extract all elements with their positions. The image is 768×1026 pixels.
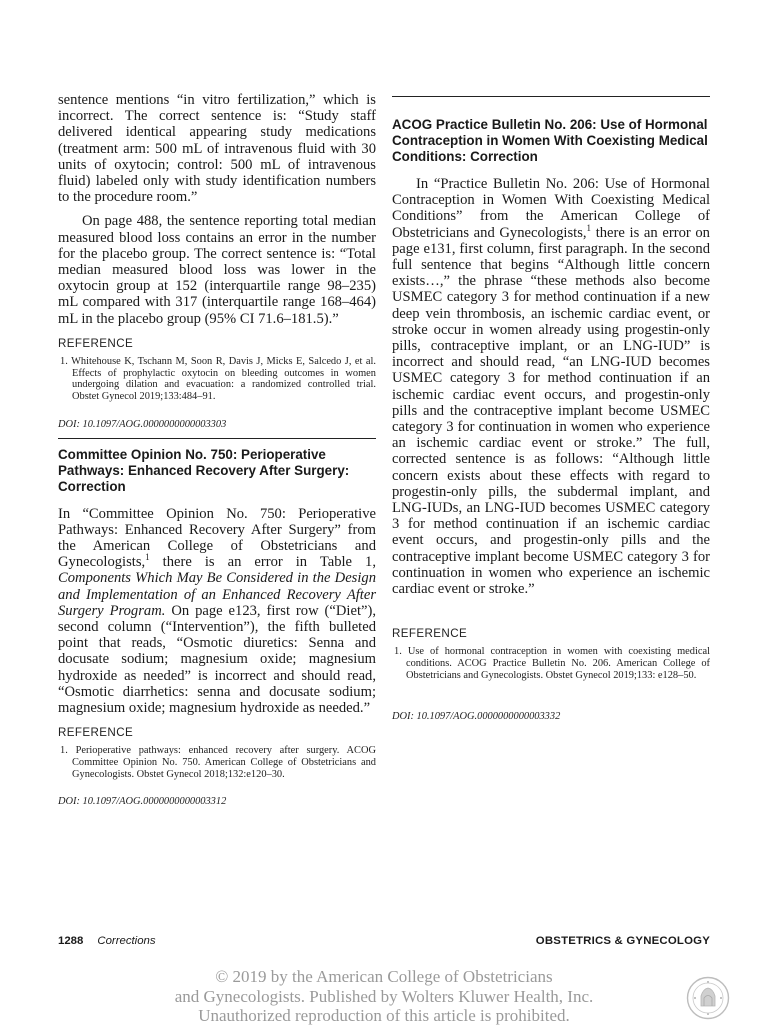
text-run: In “Practice Bulletin No. 206: Use of Hormonal Contraception in Women With Coexisting Medical Conditions” from the American College of Obstetricians and Gynecologists, xyxy=(392,176,710,241)
citation-superscript: 1 xyxy=(145,552,150,563)
text-run: there is an error in Table 1, xyxy=(149,554,376,571)
article-heading: ACOG Practice Bulletin No. 206: Use of Hormonal Contraception in Women With Coexisting Medical Conditions: Correction xyxy=(392,117,708,164)
page-number: 1288 xyxy=(58,935,84,947)
reference-text: Use of hormonal contraception in women with coexisting medical conditions. ACOG Practice Bulletin No. 206. American College of Obstetricians and Gynecologists. Obstet Gynecol 2019;133: e128–50. xyxy=(406,646,710,681)
body-paragraph: On page 488, the sentence reporting total median measured blood loss contains an error in the number for the placebo group. The correct sentence is: “Total median measured blood loss was lower in the oxytocin group at 152 (interquartile range 98–235) mL compared with 317 (interquartile range 168–464) mL in the placebo group (95% CI 71.6–181.5).” xyxy=(58,213,376,327)
text-run: there is an error on page e131, first column, first paragraph. In the second full sentence that begins “Although little concern exists…,” the phrase “these methods also become USMEC category 3 for method continuation if a new deep vein thrombosis, an ischemic cardiac event, or stroke occur in women already using progestin-only pills, contraceptive implant, or an LNG-IUD” is incorrect and should read, “an LNG-IUD becomes USMEC category 3 for method continuation if an ischemic cardiac event occurs, and progestin-only pills and the contraceptive implant become USMEC category 3 for continuation in women who experience an ischemic cardiac event or stroke.” The full, corrected sentence is as follows: “Although little concern exists about these effects with regard to progestin-only pills, the subdermal implant, and LNG-IUDs, an LNG-IUD becomes USMEC category 3 for method continuation if an ischemic cardiac event occurs, and progestin-only pills and the contraceptive implant become USMEC category 3 for continuation in women who experience an ischemic cardiac event or stroke.” xyxy=(392,224,710,598)
section-divider xyxy=(392,96,710,97)
text-run: On page e123, first row (“Diet”), second column (“Intervention”), the fifth bulleted point that reads, “Osmotic diuretics: Senna and docusate sodium; magnesium oxide; magnesium hydroxide as needed” is incorrect and should read, “Osmotic diarrhetics: senna and docusate sodium; magnesium oxide; magnesium hydroxide as needed.” xyxy=(58,602,376,717)
reference-item xyxy=(58,745,376,780)
reference-number: 1. xyxy=(394,646,402,658)
doi-link[interactable]: DOI: 10.1097/AOG.0000000000003303 xyxy=(58,418,227,430)
reference-item xyxy=(58,356,376,403)
reference-number: 1. xyxy=(60,745,68,757)
right-column xyxy=(392,96,710,722)
reference-heading: REFERENCE xyxy=(58,726,134,740)
article-heading: Committee Opinion No. 750: Perioperative Pathways: Enhanced Recovery After Surgery: Correction xyxy=(58,446,350,494)
reference-heading: REFERENCE xyxy=(58,336,134,350)
journal-name: OBSTETRICS & GYNECOLOGY xyxy=(535,935,710,947)
copyright-line: © 2019 by the American College of Obstetricians xyxy=(215,967,553,986)
body-paragraph xyxy=(58,506,376,717)
copyright-line: Unauthorized reproduction of this article is prohibited. xyxy=(198,1006,570,1025)
reference-item xyxy=(392,646,710,681)
reference-text: Whitehouse K, Tschann M, Soon R, Davis J, Micks E, Salcedo J, et al. Effects of prophylactic oxytocin on bleeding outcomes in women undergoing dilation and evacuation: a randomized controlled trial. Obstet Gynecol 2019;133:484–91. xyxy=(71,355,376,402)
table-title: Components Which May Be Considered in the Design and Implementation of an Enhanced Recovery After Surgery Program. xyxy=(58,570,376,619)
body-paragraph: sentence mentions “in vitro fertilization,” which is incorrect. The correct sentence is: “Study staff delivered identical appearing study medications (treatment arm: 500 mL of intravenous fluid with 30 units of oxytocin; control: 500 mL of intravenous fluid) labeled only with study identification numbers to the procedure room.” xyxy=(58,92,376,206)
section-divider xyxy=(58,438,376,439)
doi-link[interactable]: DOI: 10.1097/AOG.0000000000003312 xyxy=(58,796,227,808)
text-run: In “Committee Opinion No. 750: Perioperative Pathways: Enhanced Recovery After Surgery” from the American College of Obstetricians and Gynecologists, xyxy=(58,505,376,571)
acog-seal-icon xyxy=(686,976,730,1020)
reference-heading: REFERENCE xyxy=(392,627,468,641)
page-footer xyxy=(58,935,710,951)
left-column xyxy=(58,92,376,807)
body-paragraph xyxy=(392,176,710,597)
reference-number: 1. xyxy=(60,355,68,367)
reference-text: Perioperative pathways: enhanced recovery after surgery. ACOG Committee Opinion No. 750. American College of Obstetricians and Gynecologists. Obstet Gynecol 2018;132:e120–30. xyxy=(72,745,376,780)
copyright-line: and Gynecologists. Published by Wolters Kluwer Health, Inc. xyxy=(174,986,594,1006)
copyright-notice xyxy=(0,967,768,1026)
section-name: Corrections xyxy=(97,935,156,947)
doi-link[interactable]: DOI: 10.1097/AOG.0000000000003332 xyxy=(392,711,561,723)
citation-superscript: 1 xyxy=(586,222,592,233)
